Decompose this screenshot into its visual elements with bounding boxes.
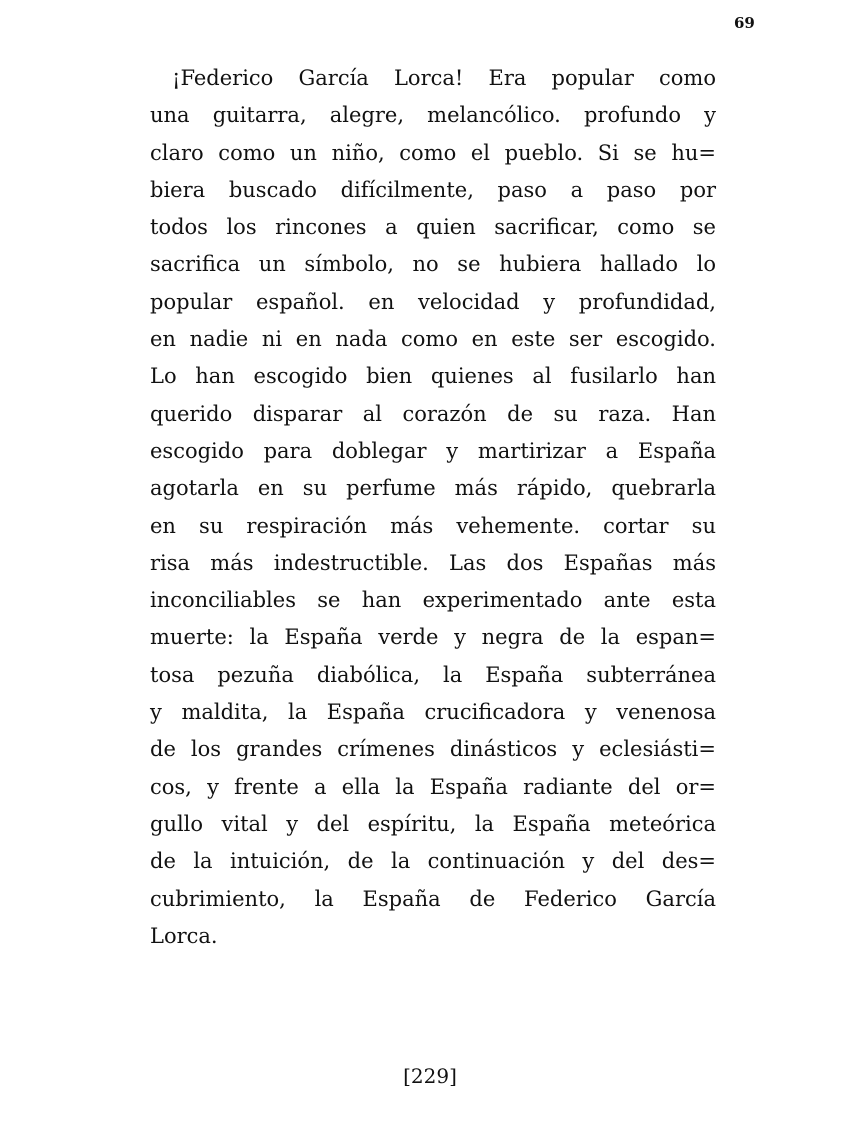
text-line: de los grandes crímenes dinásticos y eclesiásti= <box>150 737 716 762</box>
text-line: en nadie ni en nada como en este ser escogido. <box>150 327 716 352</box>
text-line: escogido para doblegar y martirizar a España <box>150 438 716 463</box>
text-line: una guitarra, alegre, melancólico. profundo y <box>150 103 716 128</box>
page-number: [229] <box>403 1064 457 1088</box>
text-line: risa más indestructible. Las dos Españas más <box>150 550 716 575</box>
text-line: Lorca. <box>150 923 218 948</box>
text-line: popular español. en velocidad y profundidad, <box>150 289 716 314</box>
text-line: tosa pezuña diabólica, la España subterránea <box>150 662 716 687</box>
text-line: agotarla en su perfume más rápido, quebrarla <box>150 476 716 501</box>
text-line: gullo vital y del espíritu, la España meteórica <box>150 811 716 836</box>
text-line: biera buscado difícilmente, paso a paso por <box>150 177 716 202</box>
folio-number: 69 <box>734 14 755 32</box>
text-line: ¡Federico García Lorca! Era popular como <box>172 66 716 90</box>
text-line: todos los rincones a quien sacrificar, como se <box>150 215 716 240</box>
text-line: en su respiración más vehemente. cortar su <box>150 513 716 538</box>
text-line: Lo han escogido bien quienes al fusilarlo han <box>150 364 716 389</box>
body-text <box>150 60 716 955</box>
text-line: sacrifica un símbolo, no se hubiera hallado lo <box>150 252 716 277</box>
text-line: querido disparar al corazón de su raza. Han <box>150 401 716 426</box>
text-line: inconciliables se han experimentado ante esta <box>150 588 716 613</box>
text-line: de la intuición, de la continuación y del des= <box>150 849 716 874</box>
text-line: muerte: la España verde y negra de la espan= <box>150 625 716 650</box>
text-line: cubrimiento, la España de Federico García <box>150 886 716 911</box>
text-line: y maldita, la España crucificadora y venenosa <box>150 700 716 725</box>
text-line: cos, y frente a ella la España radiante del or= <box>150 774 716 799</box>
text-line: claro como un niño, como el pueblo. Si se hu= <box>150 140 716 165</box>
